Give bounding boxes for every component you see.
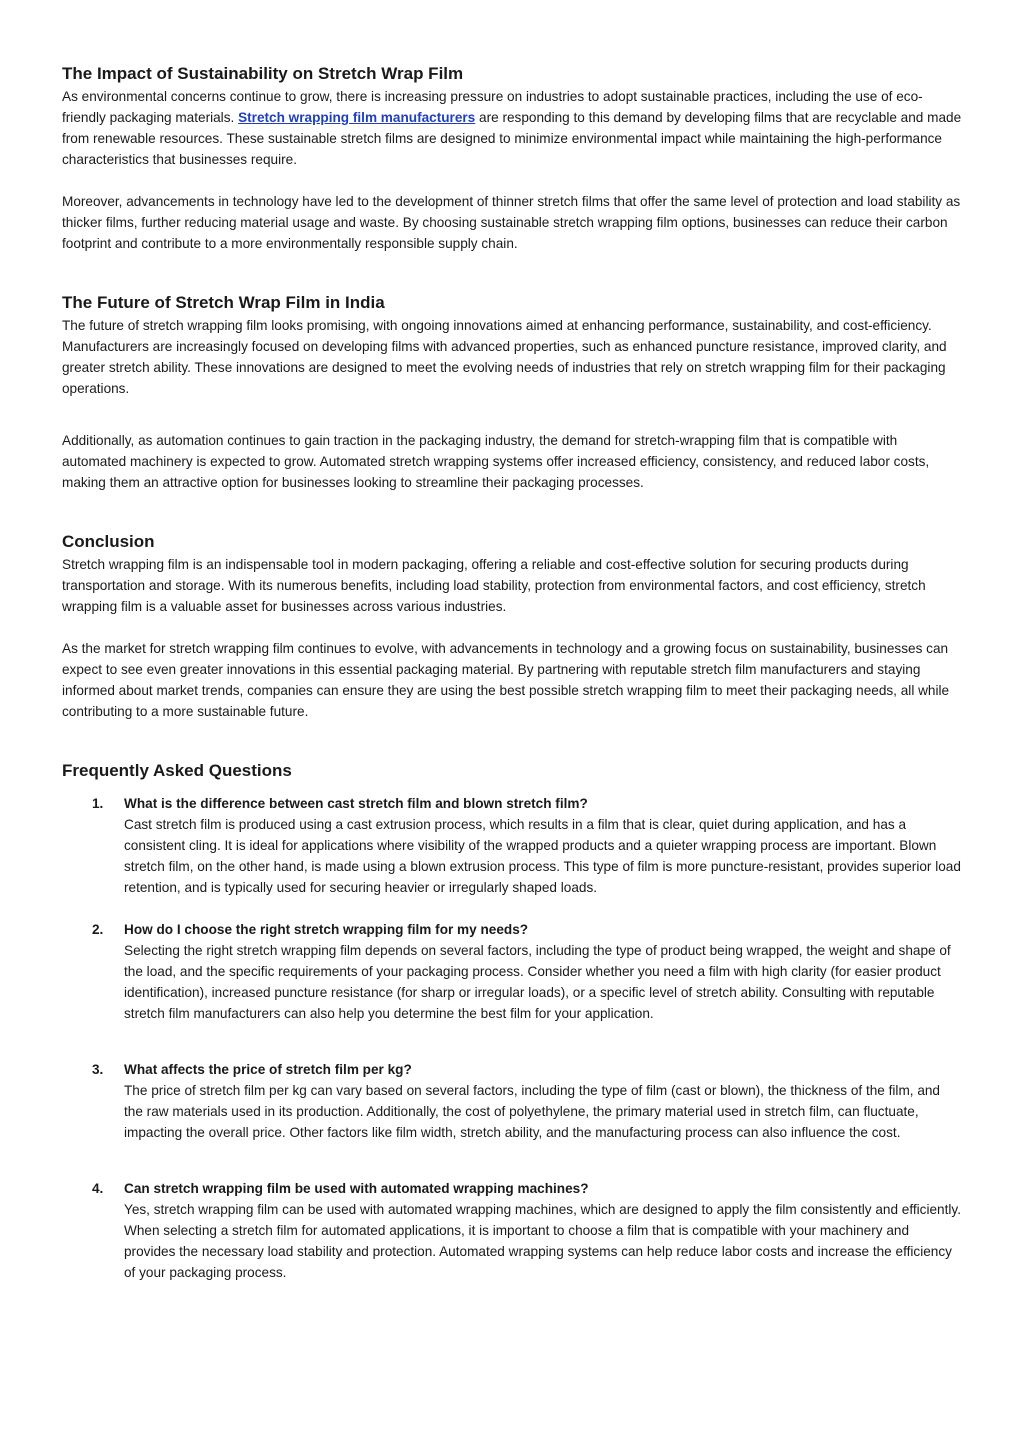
section-paragraph: Stretch wrapping film is an indispensable tool in modern packaging, offering a reliable and cost-effective solution for securing products during transportation and storage. With its numerous benefits, including load stability, protection from environmental factors, and cost efficiency, stretch wrapping film is a valuable asset for businesses across various industries. bbox=[62, 557, 926, 614]
section-heading: Conclusion bbox=[62, 532, 155, 551]
faq-answer: The price of stretch film per kg can vary based on several factors, including the type of film (cast or blown), the thickness of the film, and the raw materials used in its production. Additionally, the cost of polyethylene, the primary material used in stretch film, can fluctuate, impacting the overall price. Other factors like film width, stretch ability, and the manufacturing process can also influence the cost. bbox=[124, 1083, 940, 1140]
faq-item bbox=[62, 919, 962, 1024]
section-paragraph: Moreover, advancements in technology have led to the development of thinner stretch films that offer the same level of protection and load stability as thicker films, further reducing material usage and waste. By choosing sustainable stretch wrapping film options, businesses can reduce their carbon footprint and contribute to a more environmentally responsible supply chain. bbox=[62, 194, 961, 251]
faq-question: How do I choose the right stretch wrapping film for my needs? bbox=[124, 922, 529, 937]
faq-question: Can stretch wrapping film be used with automated wrapping machines? bbox=[124, 1181, 589, 1196]
document-page bbox=[62, 62, 962, 1283]
paragraph-text: are responding to this demand by developing films that are recyclable and made from renewable resources. These sustainable stretch films are designed to minimize environmental impact while maintaining the high-performance characteristics that businesses require. bbox=[62, 110, 962, 167]
faq-spacer bbox=[62, 1143, 962, 1178]
faq-number: 1. bbox=[92, 796, 104, 811]
faq-number: 4. bbox=[92, 1181, 104, 1196]
section-heading: The Future of Stretch Wrap Film in India bbox=[62, 293, 385, 312]
faq-answer: Yes, stretch wrapping film can be used with automated wrapping machines, which are designed to apply the film consistently and efficiently. When selecting a stretch film for automated applications, it is important to choose a film that is compatible with your machinery and provides the necessary load stability and protection. Automated wrapping systems can help reduce labor costs and increase the efficiency of your packaging process. bbox=[124, 1202, 961, 1280]
section-paragraph: Additionally, as automation continues to gain traction in the packaging industry, the demand for stretch-wrapping film that is compatible with automated machinery is expected to grow. Automated stretch wrapping systems offer increased efficiency, consistency, and reduced labor costs, making them an attractive option for businesses looking to streamline their packaging processes. bbox=[62, 433, 930, 490]
faq-number: 2. bbox=[92, 922, 104, 937]
faq-answer: Selecting the right stretch wrapping film depends on several factors, including the type of product being wrapped, the weight and shape of the load, and the specific requirements of your packaging process. Consider whether you need a film with high clarity (for easier product identification), increased puncture resistance (for sharp or irregular loads), or a specific level of stretch ability. Consulting with reputable stretch film manufacturers can also help you determine the best film for your application. bbox=[124, 943, 951, 1021]
section-faq bbox=[62, 759, 962, 1283]
section-conclusion bbox=[62, 530, 962, 722]
faq-item bbox=[62, 793, 962, 898]
section-future-india bbox=[62, 291, 962, 493]
faq-question: What affects the price of stretch film per kg? bbox=[124, 1062, 412, 1077]
faq-number: 3. bbox=[92, 1062, 104, 1077]
faq-spacer bbox=[62, 1024, 962, 1059]
section-paragraph: As the market for stretch wrapping film continues to evolve, with advancements in technology and a growing focus on sustainability, businesses can expect to see even greater innovations in this essential packaging material. By partnering with reputable stretch film manufacturers and staying informed about market trends, companies can ensure they are using the best possible stretch wrapping film to meet their packaging needs, all while contributing to a more sustainable future. bbox=[62, 641, 950, 719]
faq-spacer bbox=[62, 898, 962, 919]
manufacturers-link[interactable]: Stretch wrapping film manufacturers bbox=[238, 110, 476, 125]
faq-answer: Cast stretch film is produced using a cast extrusion process, which results in a film that is clear, quiet during application, and has a consistent cling. It is ideal for applications where visibility of the wrapped products and a quieter wrapping process are important. Blown stretch film, on the other hand, is made using a blown extrusion process. This type of film is more puncture-resistant, provides superior load retention, and is typically used for securing heavier or irregularly shaped loads. bbox=[124, 817, 961, 895]
faq-item bbox=[62, 1059, 962, 1143]
faq-question: What is the difference between cast stretch film and blown stretch film? bbox=[124, 796, 588, 811]
faq-heading: Frequently Asked Questions bbox=[62, 761, 292, 780]
section-sustainability bbox=[62, 62, 962, 254]
faq-list bbox=[62, 793, 962, 1283]
paragraph-text: As environmental concerns continue to grow, there is increasing pressure on industries to adopt sustainable practices, including the use of eco-friendly packaging materials. bbox=[62, 89, 923, 125]
section-paragraph bbox=[62, 86, 962, 170]
section-paragraph: The future of stretch wrapping film looks promising, with ongoing innovations aimed at enhancing performance, sustainability, and cost-efficiency. Manufacturers are increasingly focused on developing films with advanced properties, such as enhanced puncture resistance, improved clarity, and greater stretch ability. These innovations are designed to meet the evolving needs of industries that rely on stretch wrapping film for their packaging operations. bbox=[62, 318, 947, 396]
section-heading: The Impact of Sustainability on Stretch Wrap Film bbox=[62, 64, 464, 83]
faq-item bbox=[62, 1178, 962, 1283]
